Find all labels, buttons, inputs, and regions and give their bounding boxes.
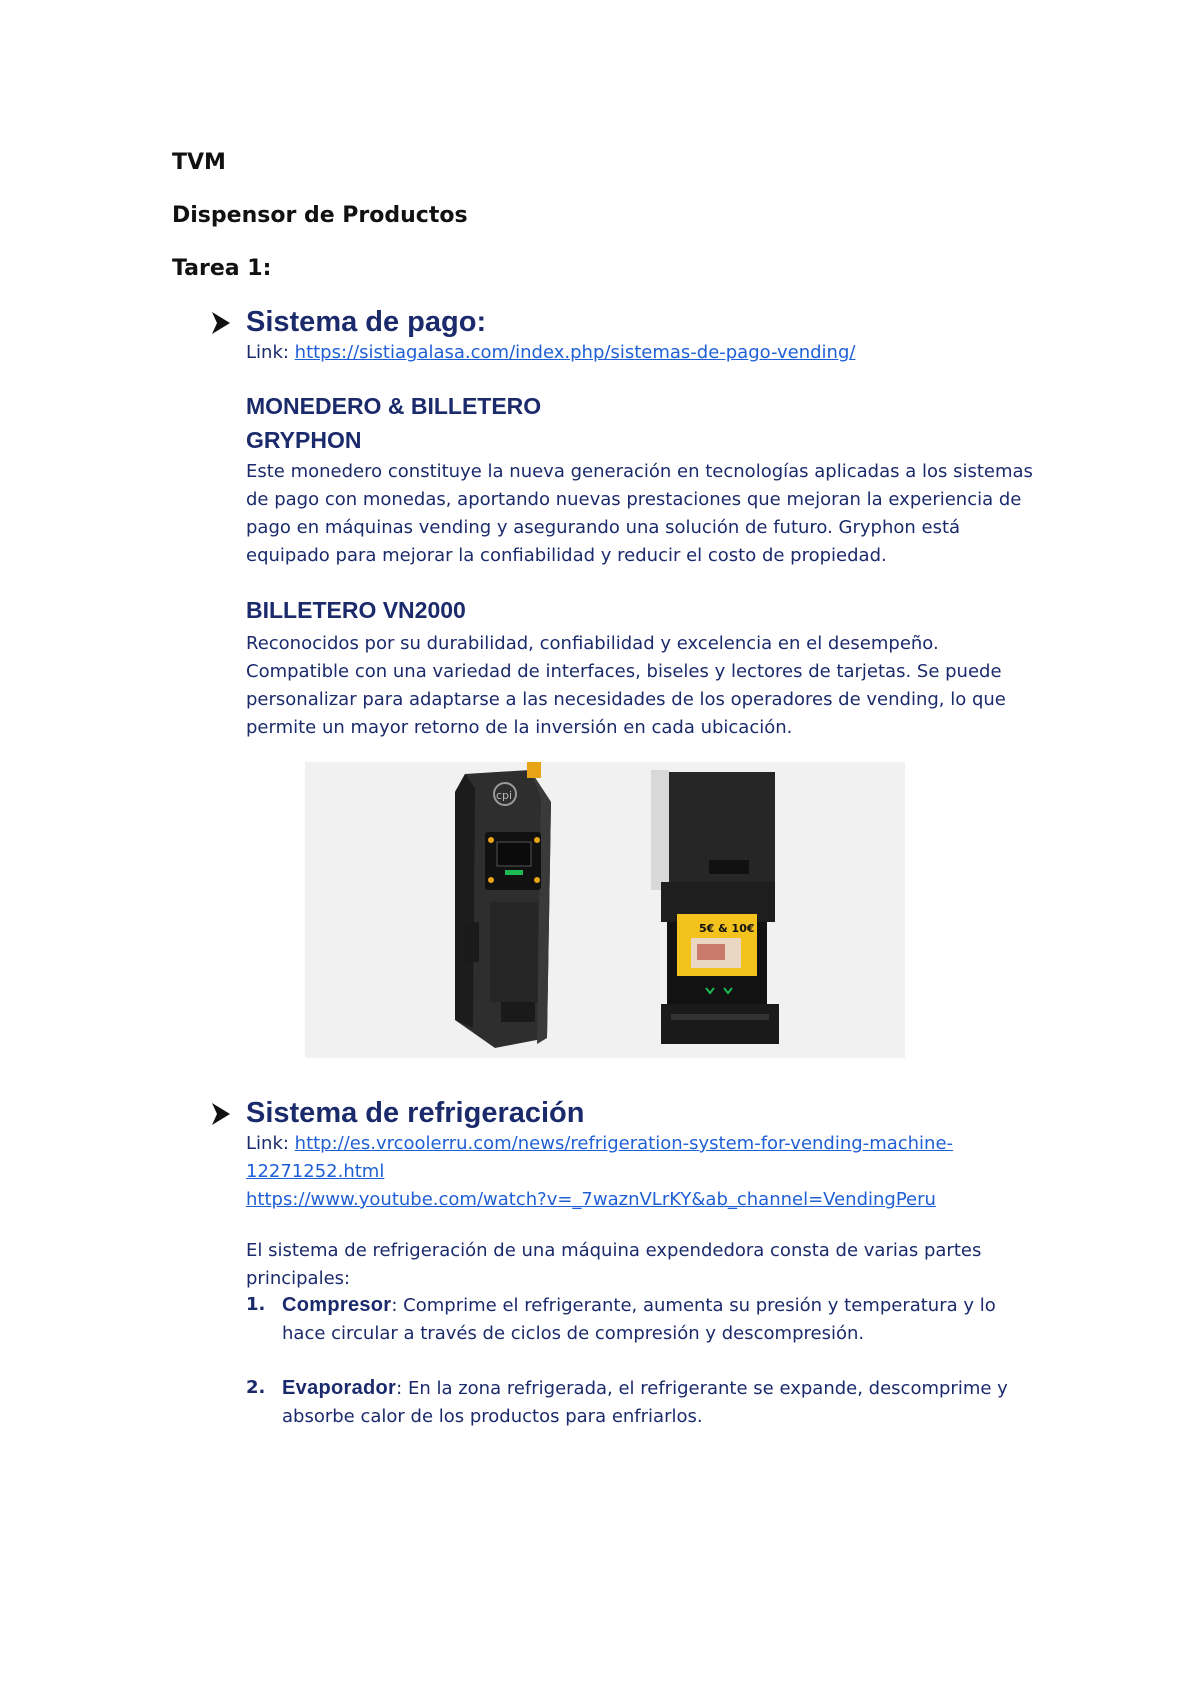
refrigeration-intro: El sistema de refrigeración de una máquina expendedora consta de varias partes principales: bbox=[246, 1240, 982, 1289]
task-heading: Tarea 1: bbox=[172, 256, 272, 281]
payment-heading: Sistema de pago: bbox=[246, 306, 487, 338]
payment-link[interactable]: https://sistiagalasa.com/index.php/sistemas-de-pago-vending/ bbox=[294, 342, 856, 363]
list-description: : En la zona refrigerada, el refrigerante se expande, descomprime y absorbe calor de los productos para enfriarlos. bbox=[282, 1378, 1008, 1427]
arrow-bullet-icon bbox=[208, 1101, 234, 1127]
coin-mechanism-image bbox=[455, 762, 551, 1048]
payment-devices-illustration bbox=[305, 762, 905, 1058]
payment-link-line bbox=[246, 339, 1036, 367]
refrigeration-link-1-line1[interactable]: http://es.vrcoolerru.com/news/refrigeration-system-for-vending-machine- bbox=[294, 1133, 954, 1154]
product1-title bbox=[246, 389, 541, 457]
list-term: Evaporador bbox=[282, 1377, 397, 1399]
list-number: 2. bbox=[246, 1377, 266, 1398]
bill-label: 5€ & 10€ bbox=[699, 922, 755, 935]
arrow-bullet-icon bbox=[208, 310, 234, 336]
refrigeration-links bbox=[246, 1130, 1036, 1214]
bill-validator-image bbox=[651, 770, 779, 1044]
refrigeration-parts-list bbox=[246, 1291, 1036, 1457]
refrigeration-link-2[interactable]: https://www.youtube.com/watch?v=_7waznVLrKY&ab_channel=VendingPeru bbox=[246, 1189, 936, 1210]
refrigeration-section-header bbox=[208, 1097, 584, 1130]
payment-devices-image bbox=[305, 762, 905, 1058]
product1-title-line1: MONEDERO & BILLETERO bbox=[246, 393, 542, 419]
product2-title: BILLETERO VN2000 bbox=[246, 597, 466, 623]
product2-description: Reconocidos por su durabilidad, confiabilidad y excelencia en el desempeño. Compatible con una variedad de interfaces, biseles y lectores de tarjetas. Se puede personalizar para adaptarse a las necesidades de los operadores de vending, lo que permite un mayor retorno de la inversión en cada ubicación. bbox=[246, 633, 1006, 738]
refrigeration-heading: Sistema de refrigeración bbox=[246, 1097, 585, 1129]
list-item bbox=[246, 1291, 1036, 1348]
product1-description: Este monedero constituye la nueva generación en tecnologías aplicadas a los sistemas de pago con monedas, aportando nuevas prestaciones que mejoran la experiencia de pago en máquinas vending y asegurando una solución de futuro. Gryphon está equipado para mejorar la confiabilidad y reducir el costo de propiedad. bbox=[246, 461, 1033, 566]
list-number: 1. bbox=[246, 1294, 266, 1315]
cpi-logo: cpi bbox=[496, 789, 513, 802]
link-label: Link: bbox=[246, 342, 295, 363]
product1-title-line2: GRYPHON bbox=[246, 427, 362, 453]
list-description: : Comprime el refrigerante, aumenta su presión y temperatura y lo hace circular a través de ciclos de compresión y descompresión. bbox=[282, 1295, 996, 1344]
list-term: Compresor bbox=[282, 1294, 392, 1316]
document-title: TVM bbox=[172, 150, 226, 175]
document-subtitle: Dispensor de Productos bbox=[172, 203, 468, 228]
link-label: Link: bbox=[246, 1133, 295, 1154]
list-item bbox=[246, 1374, 1036, 1431]
refrigeration-link-1-line2[interactable]: 12271252.html bbox=[246, 1161, 385, 1182]
payment-section-header bbox=[208, 306, 486, 339]
